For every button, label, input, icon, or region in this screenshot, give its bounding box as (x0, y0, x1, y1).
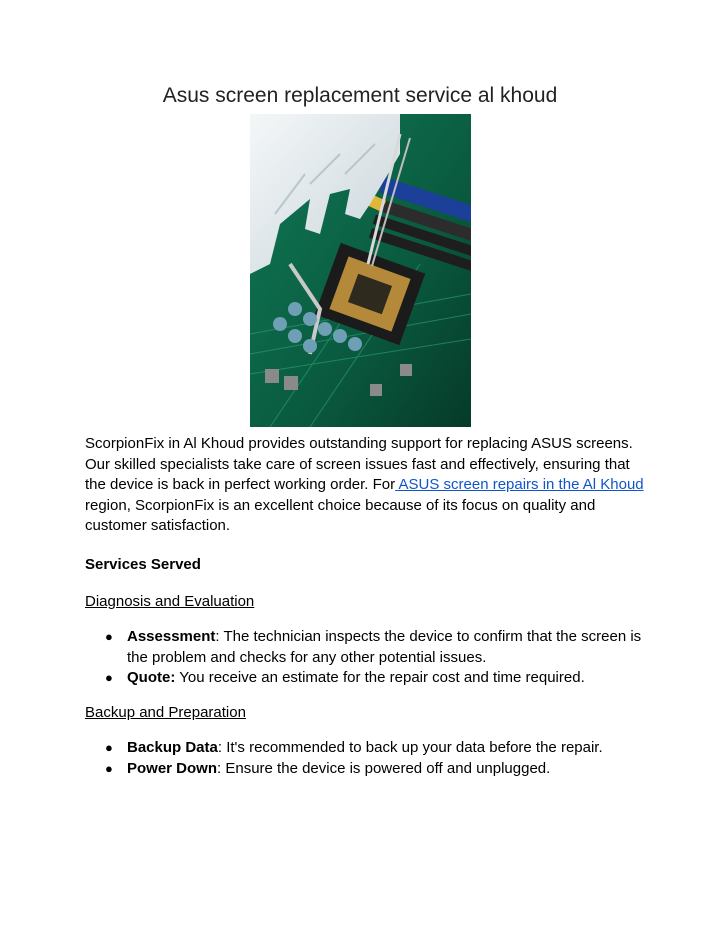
diagnosis-heading: Diagnosis and Evaluation (85, 593, 255, 610)
services-heading: Services Served (85, 556, 201, 573)
item-term: Backup Data (127, 739, 218, 756)
list-item: ● Backup Data: It's recommended to back up your data before the repair. (85, 738, 645, 759)
item-term: Quote: (127, 669, 176, 686)
intro-text: ScorpionFix in Al Khoud provides outstanding support for replacing ASUS screens. Our skilled specialists take care of screen issues fast and effectively, ensuring that the device is back in perfect working order. For (85, 435, 633, 493)
bullet-icon: ● (105, 760, 113, 776)
page-title: Asus screen replacement service al khoud (162, 84, 558, 107)
bullet-icon: ● (105, 740, 113, 755)
intro-paragraph (85, 434, 645, 537)
backup-list (85, 738, 645, 779)
diagnosis-list (85, 627, 645, 689)
list-item (85, 668, 645, 689)
item-term: Assessment (127, 628, 216, 645)
list-item: ● Power Down: Ensure the device is powered off and unplugged. (85, 759, 645, 780)
item-text: Ensure the device is powered off and unplugged. (225, 759, 551, 777)
asus-screen-repairs-link[interactable]: ASUS screen repairs in the Al Khoud (395, 476, 644, 493)
bullet-icon: ● (105, 670, 113, 685)
list-item: ● Assessment: The technician inspects the device to confirm that the screen is the problem and checks for any other potential issues. (105, 628, 642, 666)
item-term: Power Down (127, 759, 218, 777)
bullet-icon: ● (105, 629, 113, 644)
item-text: It's recommended to back up your data before the repair. (226, 739, 603, 756)
item-text: The technician inspects the device to confirm that the screen is the problem and checks for any other potential issues. (127, 628, 642, 666)
motherboard-repair-photo (250, 114, 471, 427)
item-text: You receive an estimate for the repair cost and time required. (179, 669, 585, 686)
intro-text-end: region, ScorpionFix is an excellent choice because of its focus on quality and customer satisfaction. (85, 496, 596, 534)
backup-heading: Backup and Preparation (85, 704, 246, 721)
